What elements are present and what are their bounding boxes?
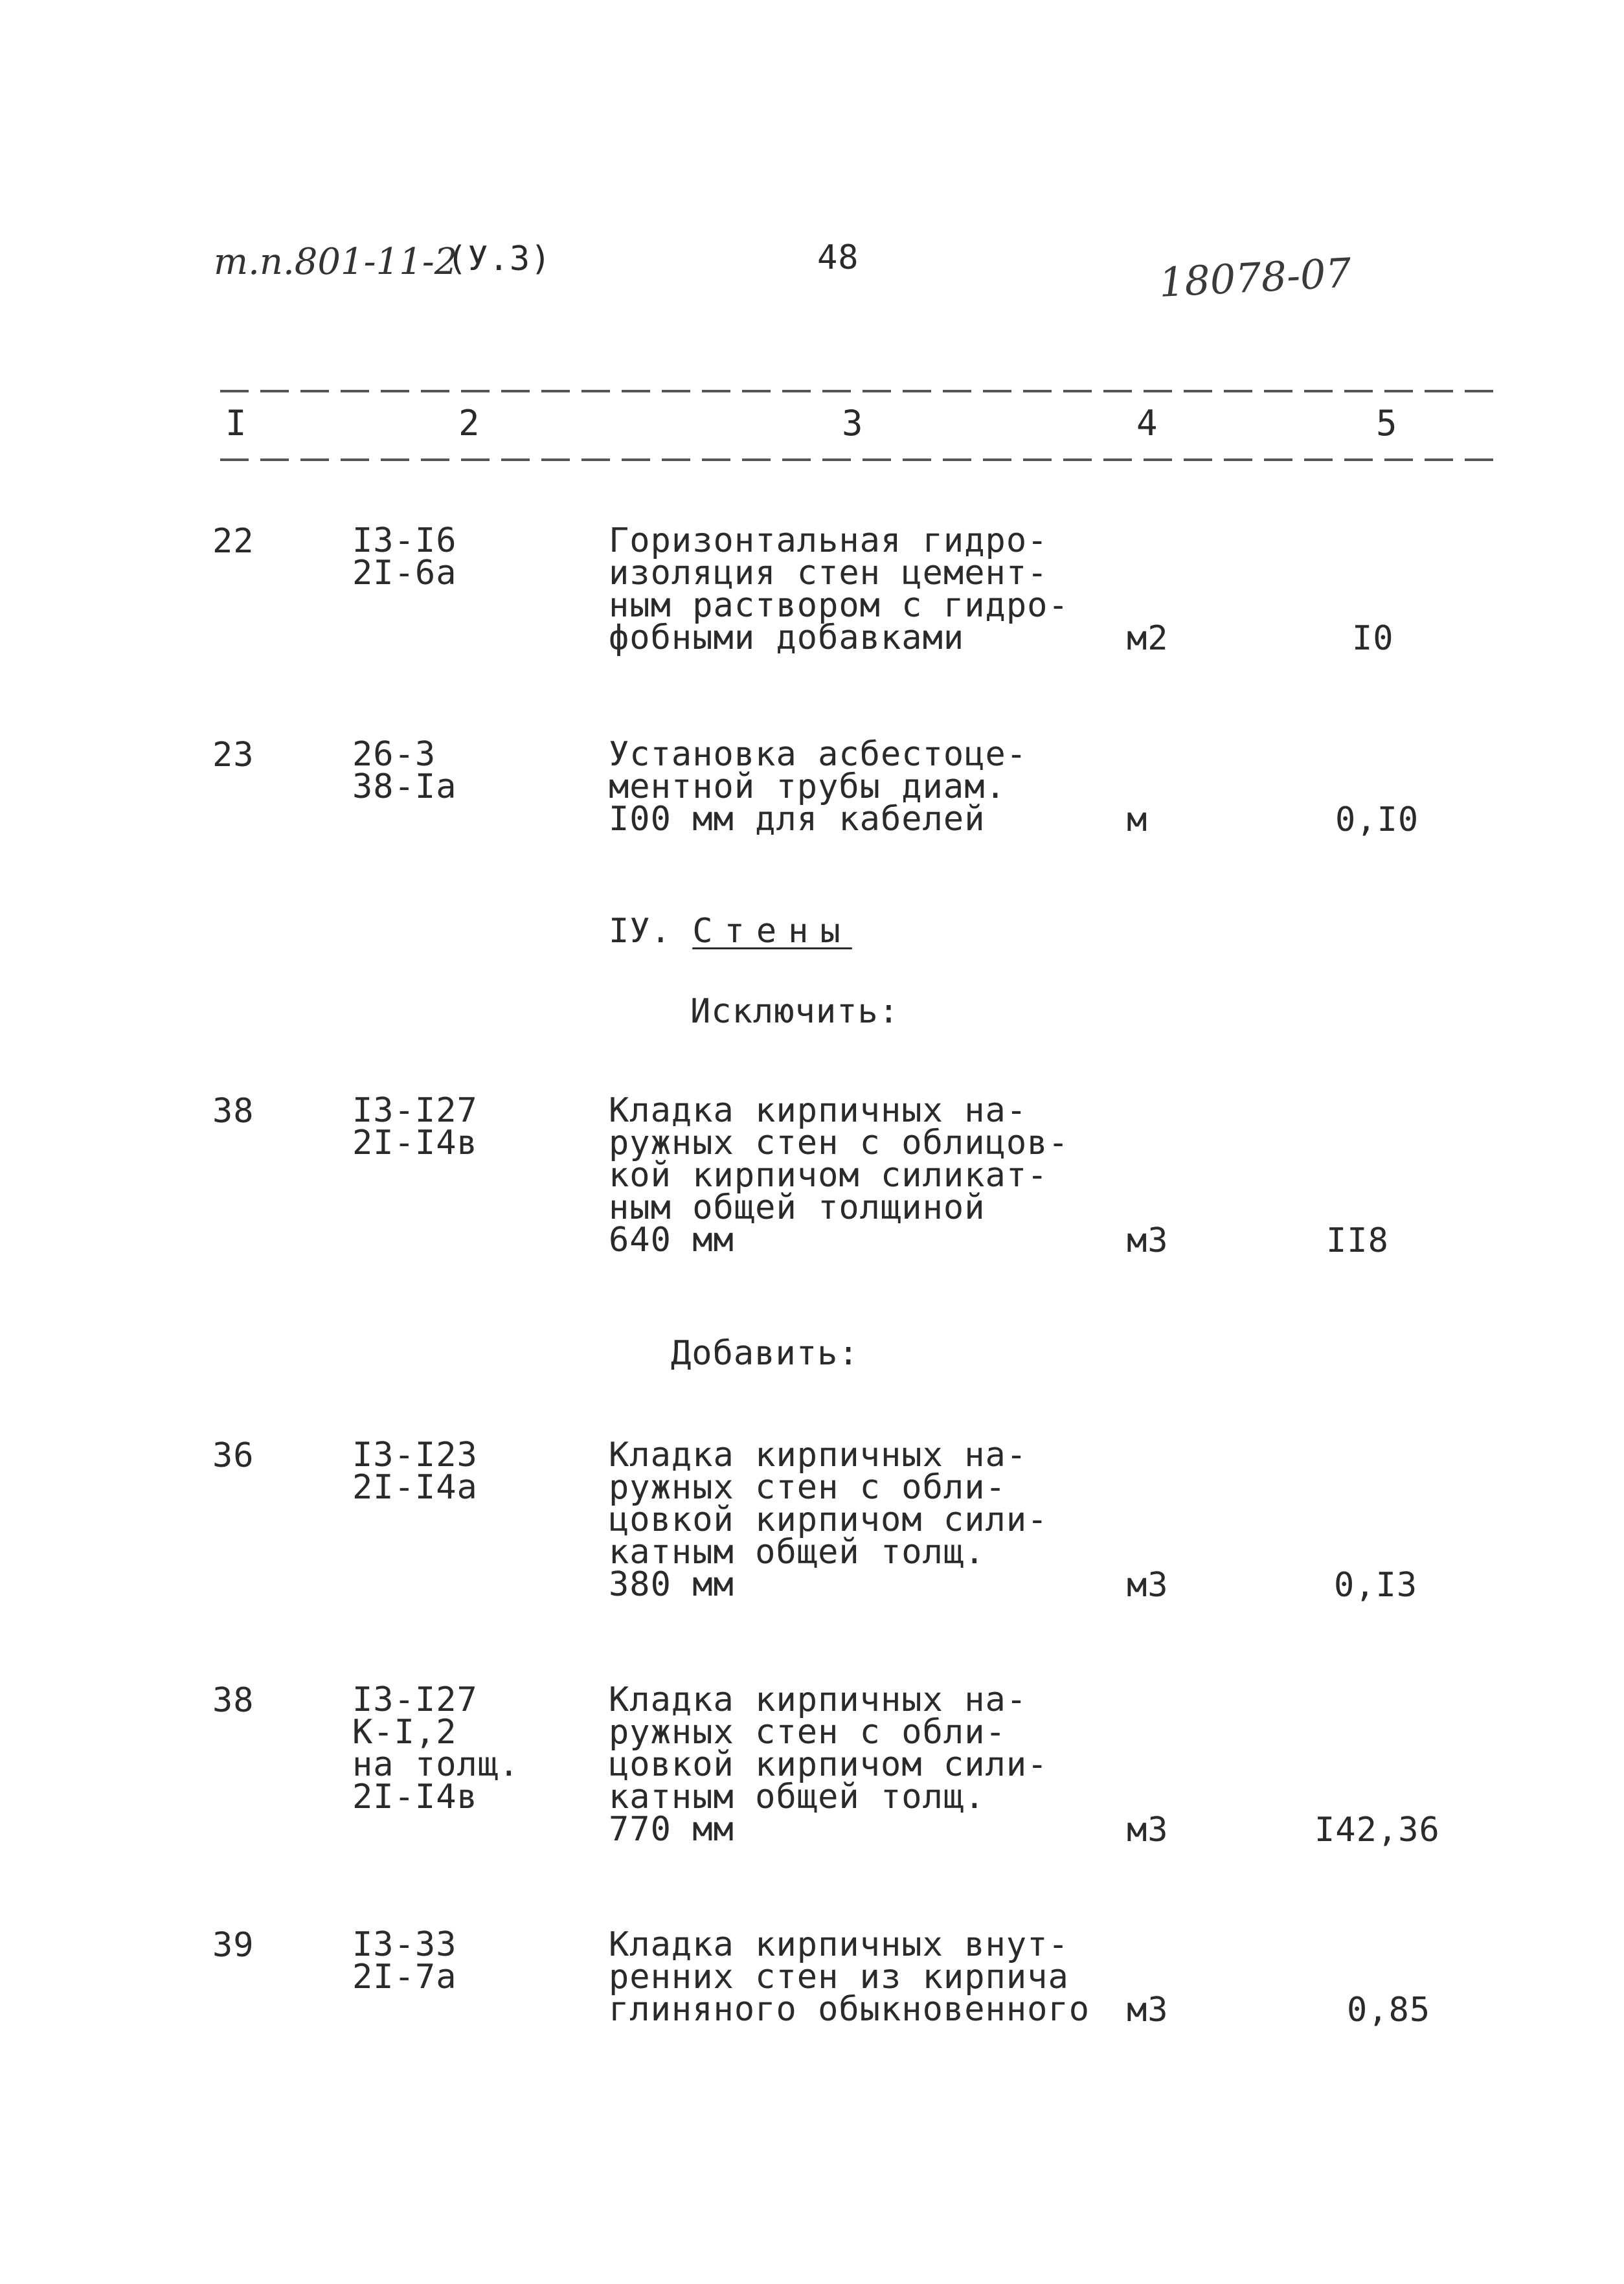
row-number: 38 [212,1681,254,1720]
row-description: Кладка кирпичных на- ружных стен с обли- цовкой кирпичом сили- катным общей толщ. 770 мм [609,1680,1048,1849]
row-quantity: I0 [1352,619,1394,658]
row-quantity: 0,I0 [1335,800,1419,839]
exclude-label: Исключить: [690,992,900,1031]
section-title: Стены [692,912,852,951]
page-number: 48 [817,238,859,277]
column-header-3: 3 [842,403,864,444]
row-quantity: II8 [1326,1221,1389,1260]
add-label: Добавить: [671,1334,859,1373]
header-bottom-rule [220,458,1502,461]
row-number: 23 [212,736,254,775]
row-code: 26-3 38-Iа [352,735,457,806]
row-number: 39 [212,1926,254,1965]
row-code: I3-33 2I-7а [352,1925,457,1996]
row-code: I3-I27 К-I,2 на толщ. 2I-I4в [352,1680,520,1816]
row-unit: м3 [1127,1811,1169,1849]
document-code: т.п.801-11-2 [214,241,458,283]
section-heading [609,912,852,951]
row-description: Кладка кирпичных на- ружных стен с облицов- кой кирпичом силикат- ным общей толщиной 640 мм [609,1091,1069,1260]
column-header-1: I [225,403,247,444]
document-variant: (У.3) [447,240,552,278]
row-code: I3-I6 2I-6а [352,521,457,593]
row-description: Кладка кирпичных внут- ренних стен из кирпича глиняного обыкновенного [609,1925,1090,2029]
row-unit: м3 [1127,1991,1169,2030]
row-number: 22 [212,522,254,561]
row-unit: м [1127,800,1148,839]
row-quantity: I42,36 [1314,1811,1440,1849]
column-header-4: 4 [1136,403,1158,444]
row-code: I3-I27 2I-I4в [352,1091,478,1162]
row-unit: м3 [1127,1566,1169,1605]
row-quantity: 0,85 [1347,1991,1431,2030]
row-description: Установка асбестоце- ментной трубы диам. I00 мм для кабелей [609,735,1028,839]
column-header-2: 2 [458,403,480,444]
header-top-rule [220,390,1502,392]
row-code: I3-I23 2I-I4а [352,1436,478,1507]
row-unit: м3 [1127,1221,1169,1260]
row-quantity: 0,I3 [1334,1566,1418,1605]
column-header-5: 5 [1376,403,1398,444]
archive-reference: 18078-07 [1158,249,1353,306]
row-unit: м2 [1127,619,1169,658]
row-number: 36 [212,1436,254,1475]
row-description: Кладка кирпичных на- ружных стен с обли- цовкой кирпичом сили- катным общей толщ. 380 мм [609,1436,1048,1604]
section-roman: IУ. [609,912,671,951]
row-description: Горизонтальная гидро- изоляция стен цемент- ным раствором с гидро- фобными добавками [609,521,1069,657]
row-number: 38 [212,1092,254,1131]
